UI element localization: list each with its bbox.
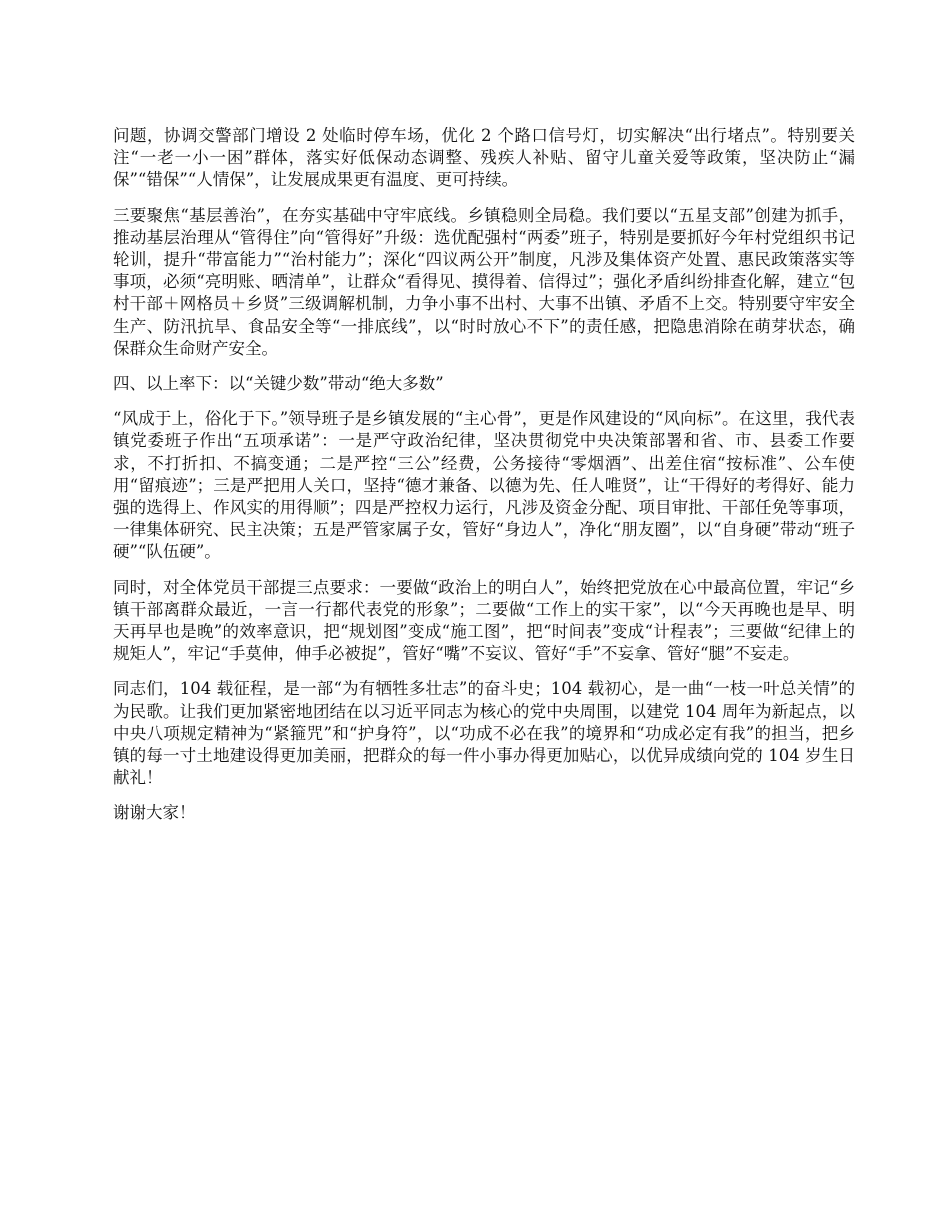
paragraph-three-requirements: 同时，对全体党员干部提三点要求：一要做“政治上的明白人”，始终把党放在心中最高位置，牢记“乡镇干部离群众最近，一言一行都代表党的形象”；二要做“工作上的实干家”，以“今天再晚也是早、明天再早也是晚”的效率意识，把“规划图”变成“施工图”，把“时间表”变成“计程表”；三要做“纪律上的规矩人”，牢记“手莫伸，伸手必被捉”，管好“嘴”不妄议、管好“手”不妄拿、管好“腿”不妄走。 — [113, 577, 855, 664]
paragraph-thanks: 谢谢大家！ — [113, 803, 196, 823]
paragraph-livelihood-continued: 问题，协调交警部门增设 2 处临时停车场，优化 2 个路口信号灯，切实解决“出行堵点”。特别要关注“一老一小一困”群体，落实好低保动态调整、残疾人补贴、留守儿童关爱等政策，坚决防止“漏保”“错保”“人情保”，让发展成果更有温度、更可持续。 — [113, 126, 855, 190]
paragraph-closing: 同志们，104 载征程，是一部“为有牺牲多壮志”的奋斗史；104 载初心，是一曲“一枝一叶总关情”的为民歌。让我们更加紧密地团结在以习近平同志为核心的党中央周围，以建党 104 周年为新起点，以中央八项规定精神为“紧箍咒”和“护身符”，以“功成不必在我”的境界和“功成必定有我”的担当，把乡镇的每一寸土地建设得更加美丽，把群众的每一件小事办得更加贴心，以优异成绩向党的 104 岁生日献礼！ — [113, 679, 855, 788]
document-page — [113, 125, 855, 838]
paragraph-grassroots-governance: 三要聚焦“基层善治”，在夯实基础中守牢底线。乡镇稳则全局稳。我们要以“五星支部”创建为抓手，推动基层治理从“管得住”向“管得好”升级：选优配强村“两委”班子，特别是要抓好今年村党组织书记轮训，提升“带富能力”“治村能力”；深化“四议两公开”制度，凡涉及集体资产处置、惠民政策落实等事项，必须“亮明账、晒清单”，让群众“看得见、摸得着、信得过”；强化矛盾纠纷排查化解，建立“包村干部＋网格员＋乡贤”三级调解机制，力争小事不出村、大事不出镇、矛盾不上交。特别要守牢安全生产、防汛抗旱、食品安全等“一排底线”，以“时时放心不下”的责任感，把隐患消除在萌芽状态，确保群众生命财产安全。 — [113, 205, 855, 358]
paragraph-five-commitments: “风成于上，俗化于下。”领导班子是乡镇发展的“主心骨”，更是作风建设的“风向标”。在这里，我代表镇党委班子作出“五项承诺”：一是严守政治纪律，坚决贯彻党中央决策部署和省、市、县委工作要求，不打折扣、不搞变通；二是严控“三公”经费，公务接待“零烟酒”、出差住宿“按标准”、公车使用“留痕迹”；三是严把用人关口，坚持“德才兼备、以德为先、任人唯贤”，让“干得好的考得好、能力强的选得上、作风实的用得顺”；四是严控权力运行，凡涉及资金分配、项目审批、干部任免等事项，一律集体研究、民主决策；五是严管家属子女，管好“身边人”，净化“朋友圈”，以“自身硬”带动“班子硬”“队伍硬”。 — [113, 409, 855, 562]
section-heading-four: 四、以上率下：以“关键少数”带动“绝大多数” — [113, 374, 444, 394]
